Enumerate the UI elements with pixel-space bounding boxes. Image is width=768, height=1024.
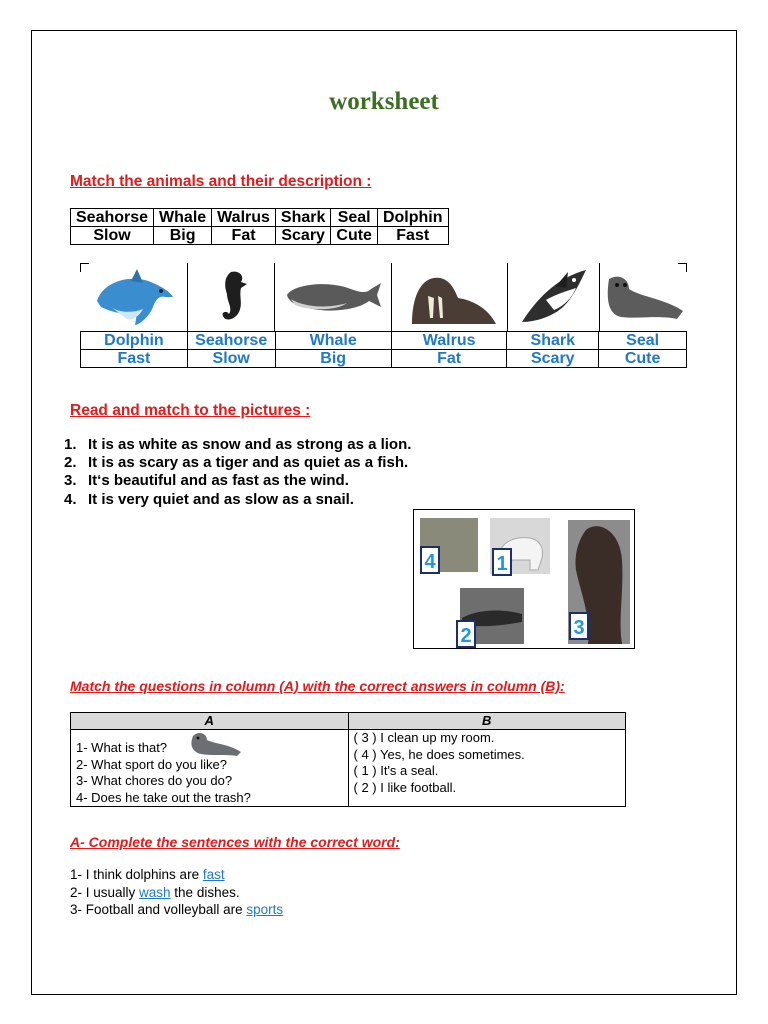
whale-icon xyxy=(274,263,391,331)
section4-heading: A- Complete the sentences with the correct word: xyxy=(70,834,400,850)
sentence-item: 2- I usually wash the dishes. xyxy=(70,884,240,900)
list-item: 3. It‘s beautiful and as fast as the wind. xyxy=(64,472,349,490)
section2-heading: Read and match to the pictures : xyxy=(70,402,311,419)
page-title: worksheet xyxy=(329,88,439,115)
answer-word: fast xyxy=(202,867,225,882)
animal-answers-table xyxy=(80,331,687,368)
section3-heading: Match the questions in column (A) with the correct answers in column (B): xyxy=(70,678,565,694)
description-cell: Big xyxy=(154,227,212,245)
animal-photos xyxy=(413,509,635,649)
answer-item: ( 2 ) I like football. xyxy=(353,779,457,795)
list-item: 2. It is as scary as a tiger and as quiet as a fish. xyxy=(64,454,409,472)
list-item: 1. It is as white as snow and as strong as a lion. xyxy=(64,436,412,453)
column-b-header: B xyxy=(348,713,626,730)
sentence-list xyxy=(64,436,411,509)
animal-cell: Shark xyxy=(275,209,330,227)
animal-cell: Seahorse xyxy=(71,209,154,227)
question-item: 1- What is that? xyxy=(76,740,168,755)
shark-icon xyxy=(507,263,599,331)
seahorse-icon xyxy=(187,263,274,331)
answer-desc: Scary xyxy=(507,350,599,368)
photo-label: 1 xyxy=(492,548,512,576)
description-cell: Scary xyxy=(275,227,330,245)
animal-pictures-panel xyxy=(80,263,687,369)
animal-description-table xyxy=(70,208,449,245)
seal-icon xyxy=(599,263,687,331)
answer-animal: Dolphin xyxy=(81,332,188,350)
answer-animal: Seal xyxy=(599,332,687,350)
questions-cell xyxy=(71,730,349,807)
question-item: 2- What sport do you like? xyxy=(76,756,228,772)
sentences xyxy=(70,866,283,919)
sentence-item: 3- Football and volleyball are sports xyxy=(70,902,284,917)
answer-desc: Fat xyxy=(391,350,507,368)
question-item: 4- Does he take out the trash? xyxy=(76,789,251,805)
photo-label: 2 xyxy=(456,620,476,648)
question-item: 3- What chores do you do? xyxy=(76,773,233,788)
answer-animal: Seahorse xyxy=(187,332,275,350)
seal-icon xyxy=(189,730,243,763)
answer-animal: Whale xyxy=(275,332,391,350)
sentence-item: 1- I think dolphins are fast xyxy=(70,867,225,882)
questions-answers-table xyxy=(70,712,626,807)
answer-word: wash xyxy=(139,884,171,900)
answer-desc: Cute xyxy=(599,350,687,368)
answer-animal: Walrus xyxy=(391,332,507,350)
answer-item: ( 3 ) I clean up my room. xyxy=(353,730,495,745)
answer-desc: Big xyxy=(275,350,391,368)
animal-cell: Whale xyxy=(154,209,212,227)
photo-label: 4 xyxy=(420,546,440,574)
answer-item: ( 1 ) It's a seal. xyxy=(353,763,439,778)
dolphin-icon xyxy=(80,263,187,331)
column-a-header: A xyxy=(71,713,349,730)
answer-word: sports xyxy=(246,902,284,917)
list-item: 4. It is very quiet and as slow as a snail. xyxy=(64,490,354,508)
animal-cell: Dolphin xyxy=(377,209,448,227)
description-cell: Slow xyxy=(71,227,154,245)
answer-animal: Shark xyxy=(507,332,599,350)
answer-desc: Fast xyxy=(81,350,188,368)
walrus-icon xyxy=(391,263,507,331)
section1-heading: Match the animals and their description : xyxy=(70,173,372,190)
animal-cell: Walrus xyxy=(212,209,276,227)
answers-cell xyxy=(348,730,626,807)
photo-label: 3 xyxy=(569,612,589,640)
description-cell: Cute xyxy=(331,227,378,245)
description-cell: Fat xyxy=(212,227,276,245)
answer-item: ( 4 ) Yes, he does sometimes. xyxy=(353,746,525,762)
animal-cell: Seal xyxy=(331,209,378,227)
description-cell: Fast xyxy=(377,227,448,245)
answer-desc: Slow xyxy=(187,350,275,368)
